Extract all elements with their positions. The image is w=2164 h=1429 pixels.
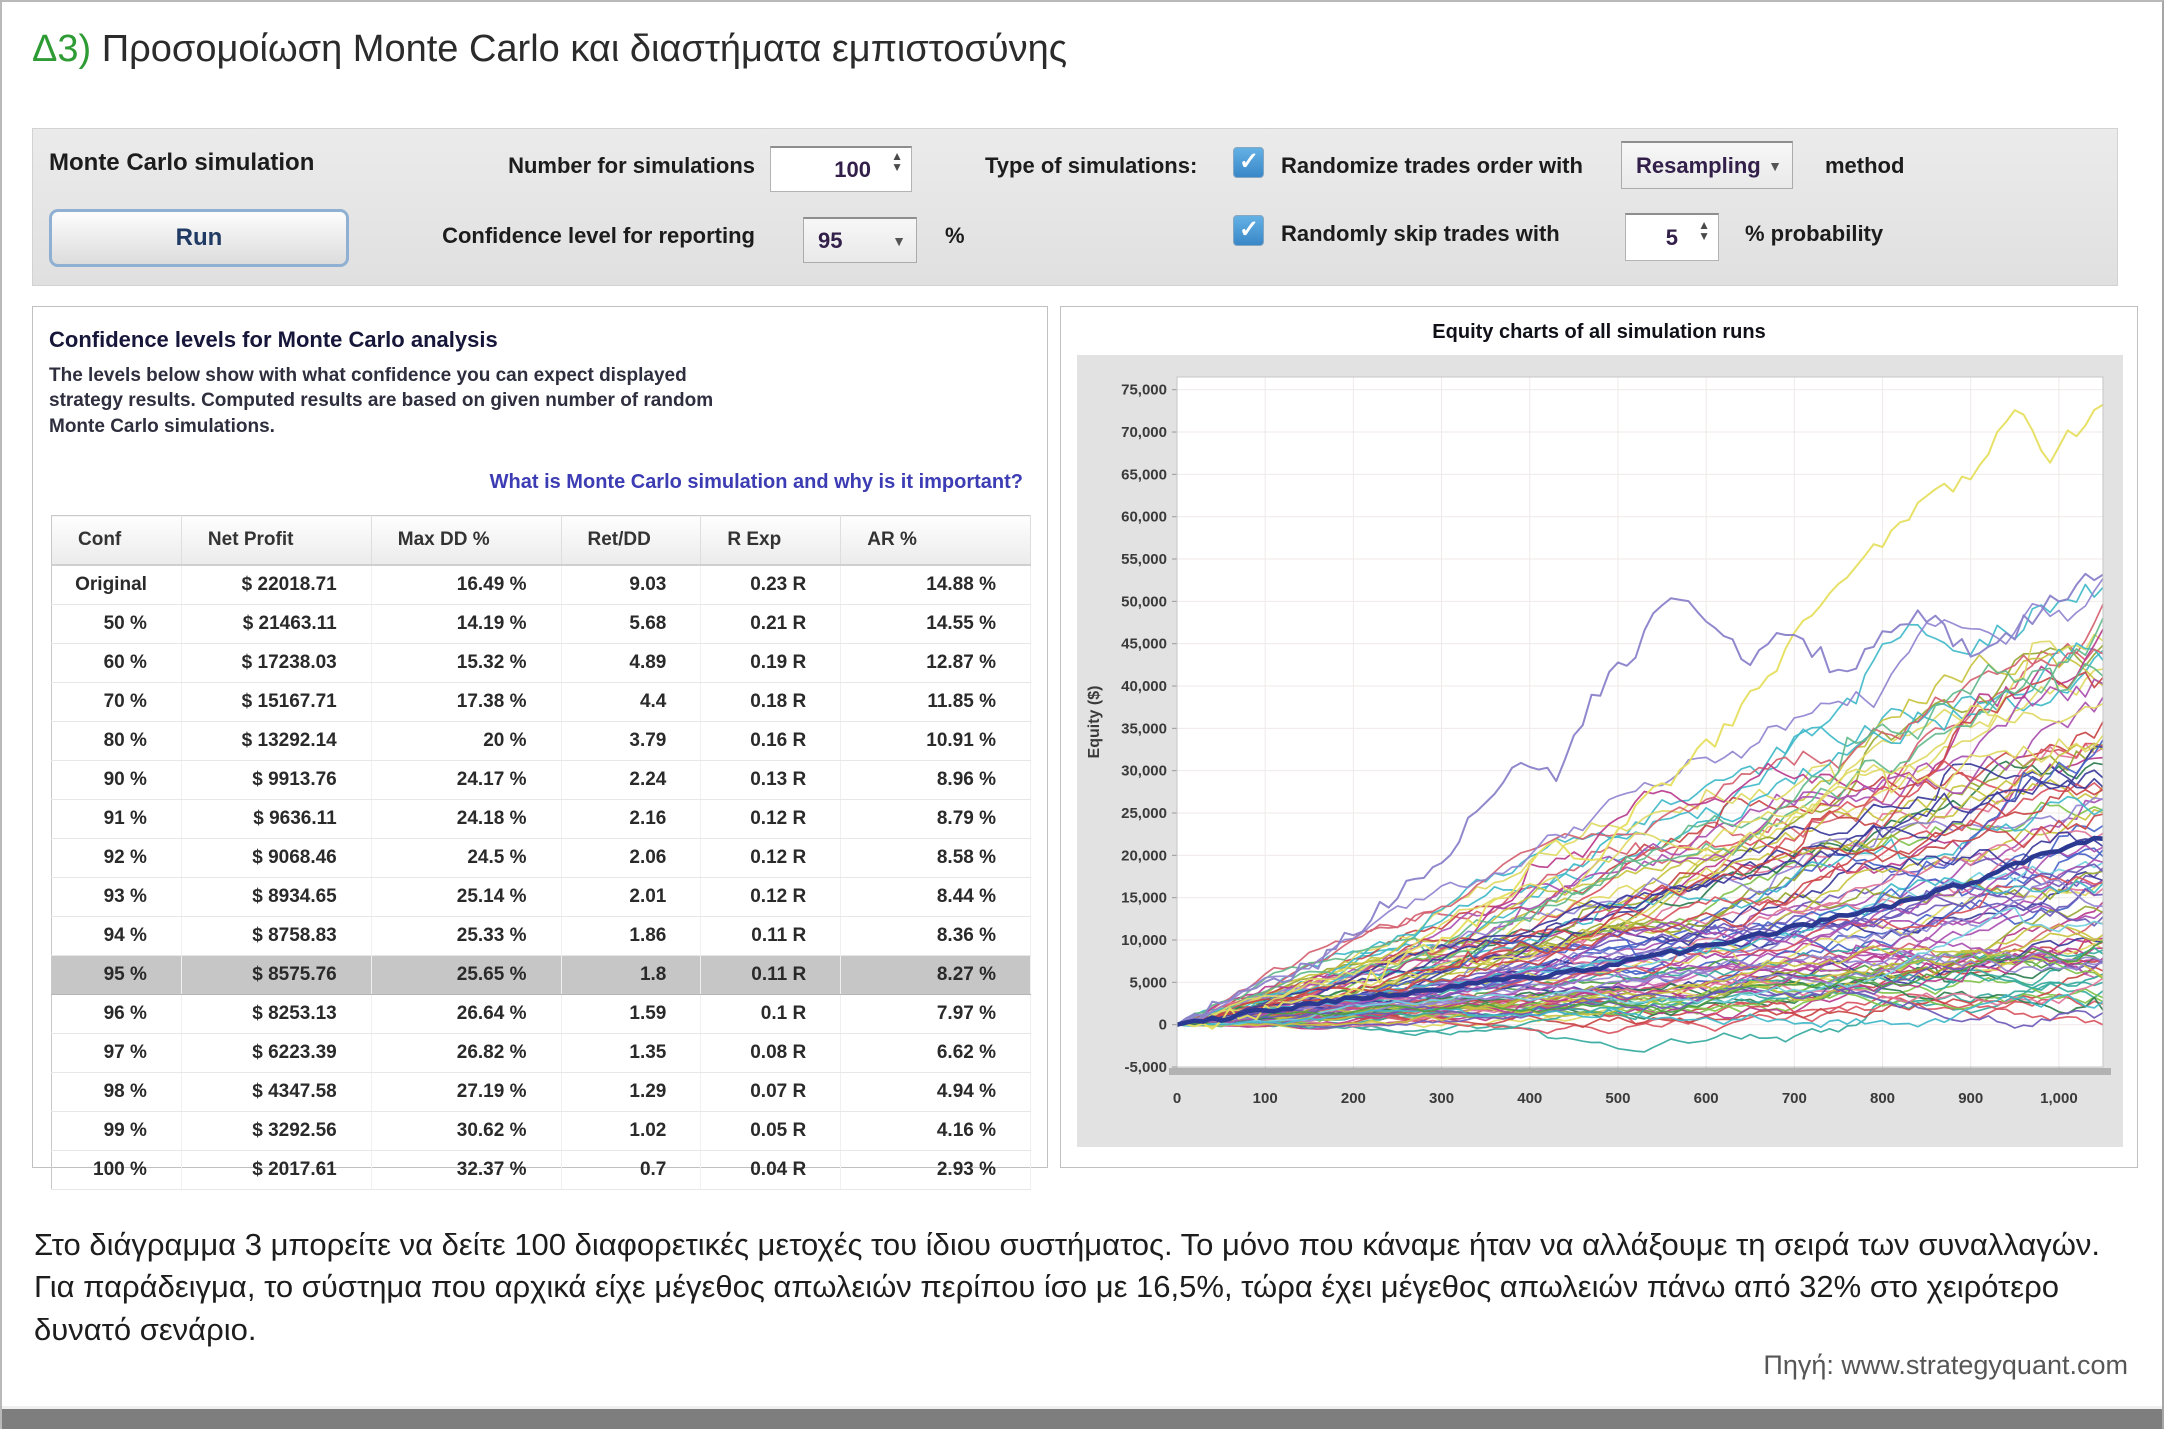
skip-trades-checkbox[interactable]: [1233, 215, 1264, 246]
table-cell: 14.55 %: [841, 605, 1031, 644]
svg-text:400: 400: [1517, 1090, 1543, 1107]
table-cell: 0.1 R: [701, 995, 841, 1034]
chevron-down-icon: ▼: [892, 232, 906, 249]
table-cell: $ 21463.11: [181, 605, 371, 644]
table-column-header: AR %: [841, 516, 1031, 566]
svg-text:75,000: 75,000: [1121, 381, 1167, 399]
table-cell: $ 9636.11: [181, 800, 371, 839]
equity-chart-panel: [1060, 306, 2138, 1168]
table-column-header: Net Profit: [181, 516, 371, 566]
confidence-heading: Confidence levels for Monte Carlo analysis: [49, 327, 498, 352]
table-cell: 30.62 %: [371, 1112, 561, 1151]
svg-text:60,000: 60,000: [1121, 508, 1167, 526]
table-cell: 20 %: [371, 722, 561, 761]
table-cell: 27.19 %: [371, 1073, 561, 1112]
method-label: method: [1825, 153, 1905, 178]
table-cell: $ 22018.71: [181, 565, 371, 605]
svg-text:40,000: 40,000: [1121, 678, 1167, 696]
svg-text:20,000: 20,000: [1121, 847, 1167, 865]
skip-trades-label: Randomly skip trades with: [1281, 221, 1560, 246]
table-cell: 93 %: [52, 878, 182, 917]
svg-text:700: 700: [1781, 1090, 1807, 1107]
table-cell: 0.07 R: [701, 1073, 841, 1112]
page-title-text: Προσομοίωση Monte Carlo και διαστήματα εμπιστοσύνης: [91, 28, 1068, 70]
svg-text:500: 500: [1605, 1090, 1631, 1107]
run-button[interactable]: Run: [49, 209, 349, 267]
table-row[interactable]: [52, 644, 1031, 683]
confidence-unit: %: [945, 223, 965, 248]
table-cell: $ 8934.65: [181, 878, 371, 917]
svg-text:25,000: 25,000: [1121, 805, 1167, 823]
page-title: [32, 28, 1067, 71]
table-cell: $ 17238.03: [181, 644, 371, 683]
table-column-header: Ret/DD: [561, 516, 701, 566]
table-header-row: [52, 516, 1031, 566]
table-cell: 0.13 R: [701, 761, 841, 800]
chart-title: Equity charts of all simulation runs: [1432, 321, 1766, 343]
table-cell: 8.96 %: [841, 761, 1031, 800]
svg-text:50,000: 50,000: [1121, 593, 1167, 611]
svg-text:0: 0: [1158, 1016, 1167, 1034]
table-cell: 9.03: [561, 565, 701, 605]
table-cell: $ 13292.14: [181, 722, 371, 761]
table-cell: $ 9068.46: [181, 839, 371, 878]
table-cell: 2.01: [561, 878, 701, 917]
table-cell: 1.59: [561, 995, 701, 1034]
table-cell: 10.91 %: [841, 722, 1031, 761]
skip-probability-spinner[interactable]: ▲ ▼: [1698, 218, 1710, 243]
num-simulations-input[interactable]: [770, 146, 912, 192]
randomize-label: Randomize trades order with: [1281, 153, 1583, 178]
svg-text:35,000: 35,000: [1121, 720, 1167, 738]
skip-probability-input[interactable]: [1625, 213, 1719, 261]
confidence-label: Confidence level for reporting: [442, 223, 755, 248]
table-row[interactable]: [52, 956, 1031, 995]
table-cell: 4.94 %: [841, 1073, 1031, 1112]
table-row[interactable]: [52, 839, 1031, 878]
randomize-checkbox[interactable]: [1233, 147, 1264, 178]
resampling-value: Resampling: [1636, 152, 1761, 178]
table-cell: 100 %: [52, 1151, 182, 1190]
table-cell: 0.16 R: [701, 722, 841, 761]
table-row[interactable]: [52, 878, 1031, 917]
table-row[interactable]: [52, 800, 1031, 839]
toolbar-title: Monte Carlo simulation: [49, 149, 315, 176]
table-cell: 1.8: [561, 956, 701, 995]
table-cell: Original: [52, 565, 182, 605]
table-row[interactable]: [52, 761, 1031, 800]
table-cell: 99 %: [52, 1112, 182, 1151]
table-cell: 24.17 %: [371, 761, 561, 800]
table-row[interactable]: [52, 917, 1031, 956]
table-cell: 50 %: [52, 605, 182, 644]
table-cell: 0.11 R: [701, 917, 841, 956]
table-cell: 11.85 %: [841, 683, 1031, 722]
table-cell: 2.16: [561, 800, 701, 839]
resampling-dropdown[interactable]: [1621, 141, 1793, 189]
table-cell: $ 4347.58: [181, 1073, 371, 1112]
table-row[interactable]: [52, 1112, 1031, 1151]
table-cell: $ 8758.83: [181, 917, 371, 956]
page-title-index: Δ3): [32, 28, 92, 70]
svg-text:-5,000: -5,000: [1124, 1059, 1167, 1076]
table-cell: $ 2017.61: [181, 1151, 371, 1190]
table-cell: $ 3292.56: [181, 1112, 371, 1151]
confidence-table: [51, 515, 1031, 1190]
table-row[interactable]: [52, 1151, 1031, 1190]
table-cell: 17.38 %: [371, 683, 561, 722]
table-cell: 4.4: [561, 683, 701, 722]
table-cell: 98 %: [52, 1073, 182, 1112]
svg-text:900: 900: [1958, 1090, 1984, 1107]
svg-text:0: 0: [1172, 1090, 1182, 1107]
table-row[interactable]: [52, 565, 1031, 605]
svg-text:1,000: 1,000: [2040, 1090, 2078, 1107]
monte-carlo-toolbar: [32, 128, 2118, 286]
equity-chart: [1077, 355, 2123, 1147]
skip-probability-value: 5: [1665, 224, 1678, 250]
chevron-down-icon: ▼: [1768, 157, 1782, 174]
svg-text:30,000: 30,000: [1121, 762, 1167, 780]
svg-text:Equity ($): Equity ($): [1086, 685, 1103, 759]
num-simulations-spinner[interactable]: ▲ ▼: [891, 149, 903, 174]
table-cell: 95 %: [52, 956, 182, 995]
table-cell: 0.19 R: [701, 644, 841, 683]
table-cell: 25.65 %: [371, 956, 561, 995]
table-cell: 14.88 %: [841, 565, 1031, 605]
confidence-dropdown[interactable]: [803, 217, 917, 263]
table-column-header: Max DD %: [371, 516, 561, 566]
table-cell: 0.12 R: [701, 800, 841, 839]
confidence-panel: [32, 306, 1048, 1180]
table-cell: 0.11 R: [701, 956, 841, 995]
svg-text:10,000: 10,000: [1121, 932, 1167, 950]
table-cell: 32.37 %: [371, 1151, 561, 1190]
table-cell: 91 %: [52, 800, 182, 839]
svg-text:45,000: 45,000: [1121, 635, 1167, 653]
table-cell: 1.86: [561, 917, 701, 956]
table-cell: 97 %: [52, 1034, 182, 1073]
table-cell: 0.23 R: [701, 565, 841, 605]
table-cell: 8.44 %: [841, 878, 1031, 917]
table-cell: $ 9913.76: [181, 761, 371, 800]
table-cell: 2.24: [561, 761, 701, 800]
table-cell: 92 %: [52, 839, 182, 878]
table-cell: 2.93 %: [841, 1151, 1031, 1190]
table-cell: 24.18 %: [371, 800, 561, 839]
table-cell: 15.32 %: [371, 644, 561, 683]
num-simulations-label: Number for simulations: [508, 153, 755, 178]
caption-paragraph: Στο διάγραμμα 3 μπορείτε να δείτε 100 διαφορετικές μετοχές του ίδιου συστήματος. Το μόνο που κάναμε ήταν να αλλάξουμε τη σειρά των συναλλαγών. Για παράδειγμα, το σύστημα που αρχικά είχε μέγεθος απωλειών περίπου ίσο με 16,5%, τώρα έχει μέγεθος απωλειών πάνω από 32% στο χειρότερο δυνατό σενάριο.: [34, 1227, 2101, 1347]
table-cell: 8.79 %: [841, 800, 1031, 839]
svg-text:300: 300: [1429, 1090, 1455, 1107]
table-cell: 14.19 %: [371, 605, 561, 644]
table-cell: 94 %: [52, 917, 182, 956]
table-cell: 8.27 %: [841, 956, 1031, 995]
table-cell: 2.06: [561, 839, 701, 878]
table-row[interactable]: [52, 1034, 1031, 1073]
table-cell: 0.18 R: [701, 683, 841, 722]
table-cell: 1.29: [561, 1073, 701, 1112]
type-of-simulations-label: Type of simulations:: [985, 153, 1198, 178]
table-cell: 70 %: [52, 683, 182, 722]
table-cell: 26.64 %: [371, 995, 561, 1034]
table-column-header: Conf: [52, 516, 182, 566]
table-cell: 0.7: [561, 1151, 701, 1190]
source-attribution: Πηγή: www.strategyquant.com: [1763, 1350, 2128, 1380]
table-cell: 0.05 R: [701, 1112, 841, 1151]
probability-label: % probability: [1745, 221, 1884, 246]
equity-chart-canvas: [1077, 355, 2123, 1147]
table-cell: 4.89: [561, 644, 701, 683]
table-cell: 0.21 R: [701, 605, 841, 644]
table-row[interactable]: [52, 683, 1031, 722]
svg-text:70,000: 70,000: [1121, 424, 1167, 442]
table-cell: $ 6223.39: [181, 1034, 371, 1073]
table-column-header: R Exp: [701, 516, 841, 566]
table-cell: 26.82 %: [371, 1034, 561, 1073]
table-cell: 80 %: [52, 722, 182, 761]
table-cell: 8.36 %: [841, 917, 1031, 956]
table-cell: 8.58 %: [841, 839, 1031, 878]
svg-text:15,000: 15,000: [1121, 889, 1167, 907]
svg-text:600: 600: [1693, 1090, 1719, 1107]
table-row[interactable]: [52, 722, 1031, 761]
table-cell: 90 %: [52, 761, 182, 800]
table-cell: 25.33 %: [371, 917, 561, 956]
table-row[interactable]: [52, 995, 1031, 1034]
table-cell: 0.12 R: [701, 839, 841, 878]
table-cell: 4.16 %: [841, 1112, 1031, 1151]
table-cell: 12.87 %: [841, 644, 1031, 683]
table-cell: $ 8253.13: [181, 995, 371, 1034]
svg-text:200: 200: [1340, 1090, 1366, 1107]
svg-text:800: 800: [1870, 1090, 1896, 1107]
table-cell: 25.14 %: [371, 878, 561, 917]
table-cell: 6.62 %: [841, 1034, 1031, 1073]
table-cell: 7.97 %: [841, 995, 1031, 1034]
table-cell: 0.04 R: [701, 1151, 841, 1190]
table-cell: 16.49 %: [371, 565, 561, 605]
svg-text:100: 100: [1252, 1090, 1278, 1107]
table-row[interactable]: [52, 605, 1031, 644]
confidence-description: The levels below show with what confidence you can expect displayed strategy results. Computed results are based on given number of random Monte Carlo simulations.: [49, 365, 714, 437]
table-cell: 96 %: [52, 995, 182, 1034]
table-cell: 1.02: [561, 1112, 701, 1151]
svg-text:65,000: 65,000: [1121, 466, 1167, 484]
table-cell: 24.5 %: [371, 839, 561, 878]
table-cell: 5.68: [561, 605, 701, 644]
svg-text:5,000: 5,000: [1129, 974, 1167, 992]
table-cell: 60 %: [52, 644, 182, 683]
table-cell: $ 15167.71: [181, 683, 371, 722]
table-cell: 1.35: [561, 1034, 701, 1073]
bottom-divider-bar: [2, 1406, 2164, 1429]
table-cell: $ 8575.76: [181, 956, 371, 995]
monte-carlo-help-link[interactable]: What is Monte Carlo simulation and why is it important?: [489, 471, 1023, 493]
confidence-table-body: [52, 565, 1031, 1190]
table-row[interactable]: [52, 1073, 1031, 1112]
confidence-value: 95: [818, 227, 843, 253]
svg-text:55,000: 55,000: [1121, 551, 1167, 569]
table-cell: 0.08 R: [701, 1034, 841, 1073]
table-cell: 3.79: [561, 722, 701, 761]
table-cell: 0.12 R: [701, 878, 841, 917]
num-simulations-value: 100: [834, 156, 871, 182]
